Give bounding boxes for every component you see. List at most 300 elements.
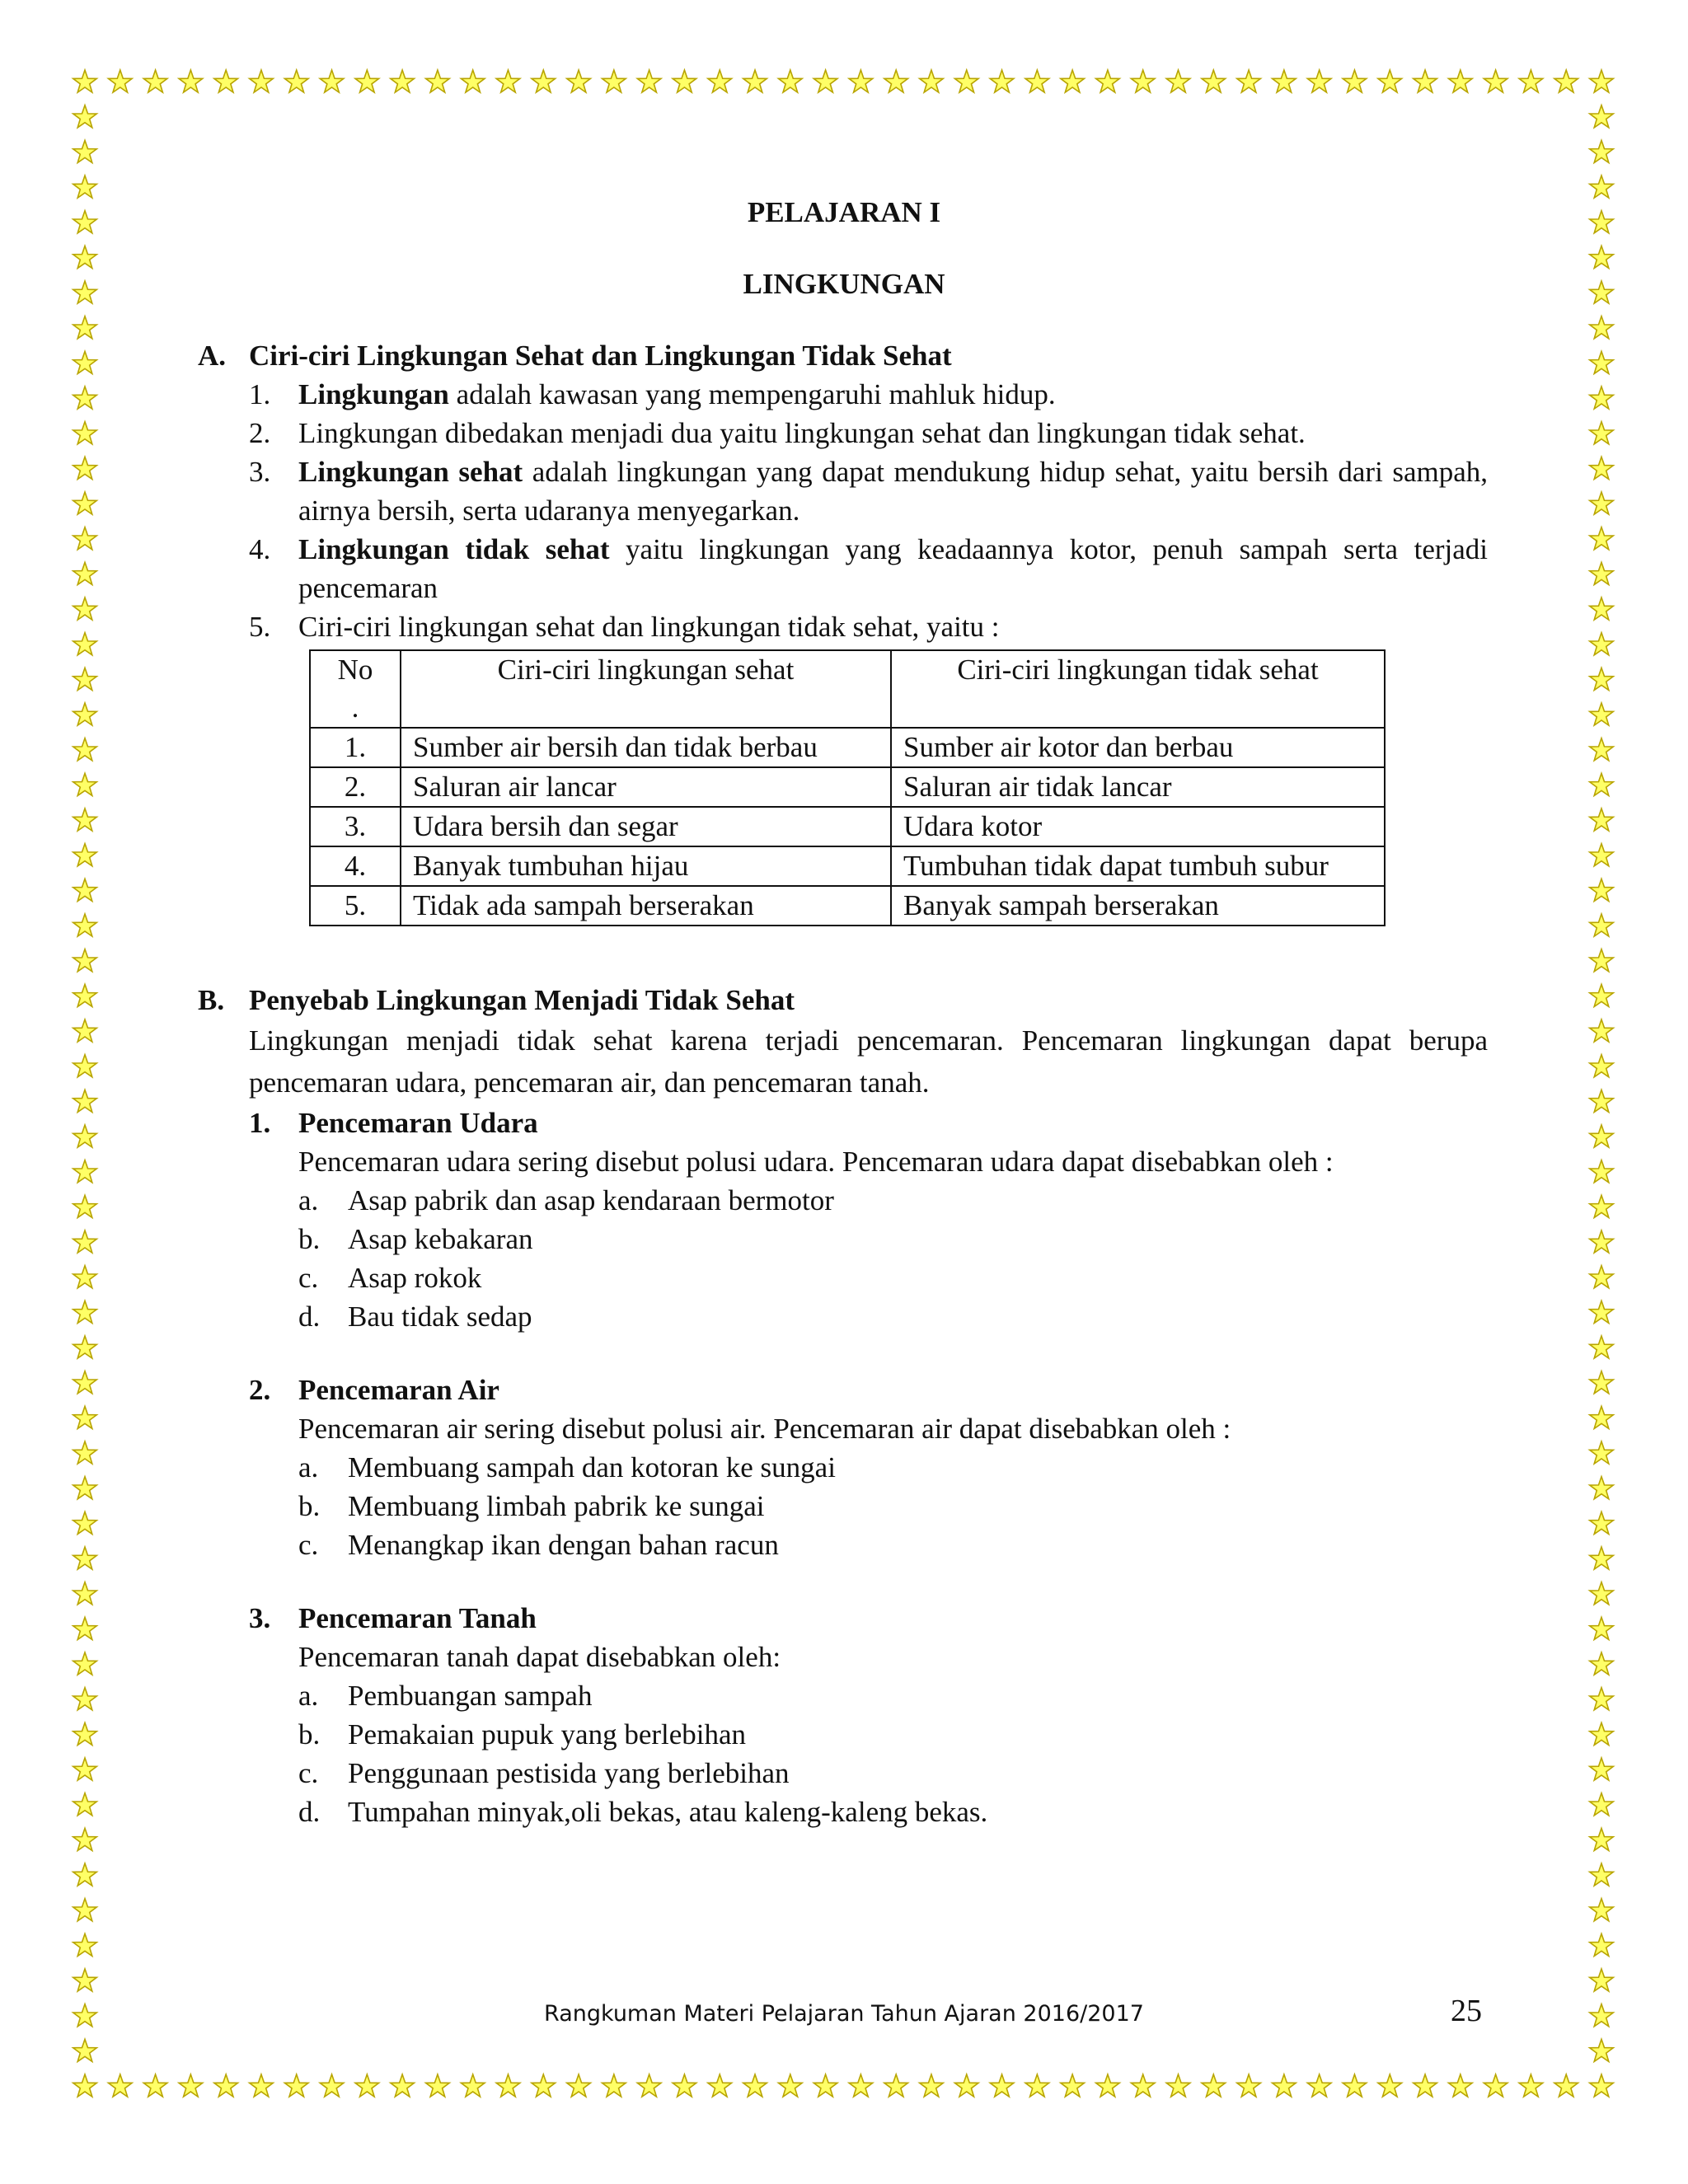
term-description: Ciri-ciri lingkungan sehat dan lingkungan tidak sehat, yaitu : xyxy=(298,611,1000,643)
star-icon xyxy=(673,2074,696,2097)
star-icon xyxy=(1166,70,1190,92)
list-item xyxy=(249,414,1488,452)
star-icon xyxy=(1554,70,1578,92)
list-item-text: Menangkap ikan dengan bahan racun xyxy=(348,1529,779,1561)
table-cell-healthy: Udara bersih dan segar xyxy=(401,807,891,846)
star-icon xyxy=(1590,457,1614,479)
star-icon xyxy=(1590,1019,1614,1042)
spacer xyxy=(198,1564,1488,1599)
list-item-letter: b. xyxy=(298,1718,321,1750)
list-item-letter: c. xyxy=(298,1529,319,1561)
table-cell-no: 5. xyxy=(310,886,401,926)
star-icon xyxy=(1414,70,1437,92)
star-icon xyxy=(1166,2074,1190,2097)
star-icon xyxy=(73,176,97,198)
star-icon xyxy=(1590,1582,1614,1605)
star-icon xyxy=(1590,668,1614,690)
table-header-no-part: No xyxy=(337,654,373,686)
star-icon xyxy=(1590,492,1614,514)
table-row xyxy=(310,807,1385,846)
table-row xyxy=(310,728,1385,767)
star-icon xyxy=(496,2074,520,2097)
star-icon xyxy=(496,70,520,92)
star-icon xyxy=(73,1125,97,1147)
star-icon xyxy=(849,2074,873,2097)
star-icon xyxy=(1061,70,1085,92)
term-bold: Lingkungan sehat xyxy=(298,456,523,488)
star-icon xyxy=(708,70,732,92)
star-icon xyxy=(108,2074,132,2097)
pollution-subsection xyxy=(198,1564,1488,1831)
star-icon xyxy=(73,316,97,339)
list-item-text xyxy=(298,375,1488,414)
list-item-letter: a. xyxy=(298,1451,319,1483)
star-icon xyxy=(1590,1477,1614,1499)
star-icon xyxy=(73,562,97,584)
star-icon xyxy=(73,457,97,479)
star-icon xyxy=(637,2074,661,2097)
star-icon xyxy=(73,1160,97,1183)
star-icon xyxy=(73,527,97,550)
subsection-intro: Pencemaran tanah dapat disebabkan oleh: xyxy=(298,1641,781,1673)
star-icon xyxy=(1519,70,1543,92)
table-cell-no: 1. xyxy=(310,728,401,767)
star-icon xyxy=(1590,527,1614,550)
table-row xyxy=(310,886,1385,926)
section-a-label: A. xyxy=(198,340,227,372)
list-item xyxy=(298,1526,1488,1564)
list-item-number: 4. xyxy=(249,533,271,565)
star-icon xyxy=(884,2074,908,2097)
star-icon xyxy=(73,668,97,690)
list-item-text xyxy=(298,452,1488,530)
star-icon xyxy=(1590,140,1614,162)
star-icon xyxy=(1590,1406,1614,1428)
star-icon xyxy=(1590,387,1614,409)
star-icon xyxy=(250,2074,274,2097)
star-icon xyxy=(1590,246,1614,268)
star-icon xyxy=(1590,808,1614,831)
star-icon xyxy=(1307,70,1331,92)
star-icon xyxy=(73,1617,97,1639)
star-icon xyxy=(1343,2074,1367,2097)
list-item xyxy=(249,452,1488,530)
star-icon xyxy=(320,70,344,92)
star-icon xyxy=(1025,70,1049,92)
star-icon xyxy=(1449,70,1473,92)
star-icon xyxy=(532,2074,556,2097)
star-icon xyxy=(1590,422,1614,444)
list-item-number: 3. xyxy=(249,456,271,488)
star-icon xyxy=(1590,773,1614,795)
star-icon xyxy=(73,1969,97,1991)
list-item xyxy=(298,1448,1488,1487)
star-icon xyxy=(1202,2074,1226,2097)
star-icon xyxy=(73,984,97,1006)
star-icon xyxy=(108,70,132,92)
list-item xyxy=(298,1181,1488,1220)
star-icon xyxy=(73,1195,97,1217)
star-icon xyxy=(637,70,661,92)
footer-text: Rangkuman Materi Pelajaran Tahun Ajaran 2016/2017 xyxy=(544,2001,1144,2027)
star-icon xyxy=(532,70,556,92)
term-bold: Lingkungan xyxy=(298,378,449,410)
star-icon xyxy=(1519,2074,1543,2097)
star-icon xyxy=(1590,1266,1614,1288)
list-item-text: Asap pabrik dan asap kendaraan bermotor xyxy=(348,1184,834,1216)
star-icon xyxy=(1590,351,1614,373)
star-icon xyxy=(73,1899,97,1921)
table-cell-healthy: Saluran air lancar xyxy=(401,767,891,807)
list-item xyxy=(249,530,1488,607)
star-icon xyxy=(73,246,97,268)
list-item xyxy=(249,375,1488,414)
star-icon xyxy=(743,2074,767,2097)
list-item xyxy=(298,1754,1488,1793)
lesson-subtitle: LINGKUNGAN xyxy=(743,268,945,300)
star-icon xyxy=(1590,1758,1614,1780)
star-icon xyxy=(567,2074,591,2097)
star-icon xyxy=(73,140,97,162)
star-icon xyxy=(73,1019,97,1042)
subsection-heading xyxy=(249,1371,1488,1409)
table-header-row xyxy=(310,650,1385,728)
star-icon xyxy=(1414,2074,1437,2097)
star-icon xyxy=(1590,1336,1614,1358)
star-icon xyxy=(1590,738,1614,761)
spacer xyxy=(198,1336,1488,1371)
star-icon xyxy=(73,2039,97,2061)
star-icon xyxy=(1590,1863,1614,1886)
star-icon xyxy=(73,1688,97,1710)
star-icon xyxy=(73,1722,97,1745)
subsection-number: 1. xyxy=(249,1107,271,1139)
star-icon xyxy=(73,1758,97,1780)
star-icon xyxy=(1590,879,1614,901)
list-item-letter: b. xyxy=(298,1490,321,1522)
star-icon xyxy=(884,70,908,92)
star-icon xyxy=(1202,70,1226,92)
section-b-label: B. xyxy=(198,984,225,1016)
table-row xyxy=(310,767,1385,807)
star-icon xyxy=(603,70,626,92)
star-icon xyxy=(1590,1160,1614,1183)
list-item-text xyxy=(298,414,1488,452)
star-icon xyxy=(179,70,203,92)
list-item xyxy=(298,1220,1488,1258)
star-icon xyxy=(1484,2074,1507,2097)
list-item-letter: b. xyxy=(298,1223,321,1255)
list-item-letter: d. xyxy=(298,1796,321,1828)
subsection-number: 2. xyxy=(249,1374,271,1406)
table-cell-unhealthy: Saluran air tidak lancar xyxy=(891,767,1385,807)
subsection-title: Pencemaran Air xyxy=(298,1374,499,1406)
star-icon xyxy=(1096,70,1120,92)
star-icon xyxy=(1590,1441,1614,1464)
list-item-text: Pembuangan sampah xyxy=(348,1680,593,1712)
pollution-subsection xyxy=(198,1104,1488,1336)
star-icon xyxy=(1307,2074,1331,2097)
table-header-healthy: Ciri-ciri lingkungan sehat xyxy=(401,650,891,728)
star-icon xyxy=(284,70,308,92)
list-item-text: Asap rokok xyxy=(348,1262,482,1294)
list-item-number: 5. xyxy=(249,611,271,643)
star-icon xyxy=(73,1301,97,1323)
lesson-title: PELAJARAN I xyxy=(747,196,941,228)
star-icon xyxy=(1590,844,1614,866)
star-icon xyxy=(461,2074,485,2097)
star-icon xyxy=(954,2074,978,2097)
star-icon xyxy=(920,2074,944,2097)
table-cell-healthy: Sumber air bersih dan tidak berbau xyxy=(401,728,891,767)
star-icon xyxy=(814,2074,837,2097)
star-icon xyxy=(603,2074,626,2097)
table-header-no xyxy=(310,650,401,728)
star-icon xyxy=(73,738,97,761)
section-b-subsections xyxy=(198,1104,1488,1831)
star-icon xyxy=(73,492,97,514)
subsection-title: Pencemaran Tanah xyxy=(298,1602,537,1634)
criteria-table xyxy=(309,649,1386,926)
star-icon xyxy=(1237,2074,1261,2097)
section-b-heading xyxy=(198,981,1488,1019)
star-icon xyxy=(1554,2074,1578,2097)
star-icon xyxy=(1590,1371,1614,1394)
star-icon xyxy=(426,2074,450,2097)
star-icon xyxy=(461,70,485,92)
star-icon xyxy=(1590,176,1614,198)
star-icon xyxy=(1590,1055,1614,1077)
star-icon xyxy=(1590,914,1614,936)
star-icon xyxy=(73,1511,97,1534)
star-icon xyxy=(1590,1793,1614,1816)
star-icon xyxy=(73,70,97,92)
star-icon xyxy=(779,2074,803,2097)
list-item xyxy=(249,607,1488,646)
star-icon xyxy=(73,1230,97,1253)
table-cell-healthy: Tidak ada sampah berserakan xyxy=(401,886,891,926)
list-item xyxy=(298,1793,1488,1831)
star-icon xyxy=(708,2074,732,2097)
star-icon xyxy=(1590,1688,1614,1710)
section-a-title: Ciri-ciri Lingkungan Sehat dan Lingkungan Tidak Sehat xyxy=(249,340,952,372)
star-icon xyxy=(143,2074,167,2097)
list-item-letter: c. xyxy=(298,1757,319,1789)
star-icon xyxy=(73,105,97,128)
table-row xyxy=(310,846,1385,886)
star-icon xyxy=(73,773,97,795)
star-icon xyxy=(1590,1301,1614,1323)
star-icon xyxy=(73,703,97,725)
star-icon xyxy=(1590,949,1614,972)
subsection-heading xyxy=(249,1104,1488,1142)
term-description: adalah lingkungan yang dapat mendukung hidup sehat, yaitu bersih dari sampah, airnya bersih, serta udaranya menyegarkan. xyxy=(298,456,1489,527)
star-icon xyxy=(1590,1547,1614,1569)
star-icon xyxy=(391,2074,415,2097)
list-item-letter: c. xyxy=(298,1262,319,1294)
list-item xyxy=(298,1487,1488,1526)
star-icon xyxy=(1273,2074,1296,2097)
star-icon xyxy=(1484,70,1507,92)
star-icon xyxy=(284,2074,308,2097)
star-icon xyxy=(1590,598,1614,620)
star-icon xyxy=(567,70,591,92)
star-icon xyxy=(73,351,97,373)
star-icon xyxy=(1061,2074,1085,2097)
term-description: adalah kawasan yang mempengaruhi mahluk hidup. xyxy=(448,378,1056,410)
star-icon xyxy=(73,1441,97,1464)
star-icon xyxy=(1590,1969,1614,1991)
star-icon xyxy=(73,844,97,866)
star-icon xyxy=(1237,70,1261,92)
star-icon xyxy=(1590,703,1614,725)
star-icon xyxy=(214,70,238,92)
star-icon xyxy=(1131,2074,1155,2097)
star-icon xyxy=(1590,1195,1614,1217)
term-description: Lingkungan dibedakan menjadi dua yaitu lingkungan sehat dan lingkungan tidak sehat. xyxy=(298,417,1306,449)
star-icon xyxy=(673,70,696,92)
star-icon xyxy=(73,422,97,444)
star-icon xyxy=(1590,105,1614,128)
list-item-text: Tumpahan minyak,oli bekas, atau kaleng-kaleng bekas. xyxy=(348,1796,988,1828)
list-item xyxy=(298,1676,1488,1715)
star-icon xyxy=(73,949,97,972)
star-icon xyxy=(1590,70,1614,92)
star-icon xyxy=(73,1090,97,1112)
star-icon xyxy=(73,633,97,655)
list-item xyxy=(298,1258,1488,1297)
table-cell-healthy: Banyak tumbuhan hijau xyxy=(401,846,891,886)
star-icon xyxy=(73,808,97,831)
star-icon xyxy=(920,70,944,92)
list-item-text xyxy=(298,607,1488,646)
star-icon xyxy=(1590,316,1614,339)
section-a-list xyxy=(198,375,1488,646)
list-item-letter: d. xyxy=(298,1301,321,1333)
star-icon xyxy=(73,1371,97,1394)
star-icon xyxy=(1590,1125,1614,1147)
subsection-number: 3. xyxy=(249,1602,271,1634)
star-icon xyxy=(1590,1722,1614,1745)
star-icon xyxy=(1590,1230,1614,1253)
star-icon xyxy=(73,2074,97,2097)
table-cell-unhealthy: Sumber air kotor dan berbau xyxy=(891,728,1385,767)
star-icon xyxy=(73,1828,97,1850)
star-icon xyxy=(1590,1652,1614,1675)
star-icon xyxy=(73,387,97,409)
star-icon xyxy=(1590,984,1614,1006)
star-icon xyxy=(990,70,1014,92)
list-item-text: Bau tidak sedap xyxy=(348,1301,532,1333)
list-item-number: 1. xyxy=(249,378,271,410)
list-item xyxy=(298,1297,1488,1336)
star-icon xyxy=(1590,1899,1614,1921)
star-icon xyxy=(1590,2039,1614,2061)
star-icon xyxy=(1131,70,1155,92)
star-icon xyxy=(1590,1828,1614,1850)
star-icon xyxy=(954,70,978,92)
section-b-title: Penyebab Lingkungan Menjadi Tidak Sehat xyxy=(249,984,795,1016)
list-item xyxy=(298,1715,1488,1754)
star-icon xyxy=(355,2074,379,2097)
star-icon xyxy=(214,2074,238,2097)
star-icon xyxy=(73,1863,97,1886)
star-icon xyxy=(73,1266,97,1288)
table-cell-unhealthy: Tumbuhan tidak dapat tumbuh subur xyxy=(891,846,1385,886)
list-item-text: Penggunaan pestisida yang berlebihan xyxy=(348,1757,790,1789)
star-icon xyxy=(1590,633,1614,655)
star-icon xyxy=(1378,70,1402,92)
table-header-no-part: . xyxy=(351,691,359,724)
star-icon xyxy=(73,1933,97,1956)
star-icon xyxy=(250,70,274,92)
star-icon xyxy=(73,1793,97,1816)
star-icon xyxy=(73,1547,97,1569)
list-item-text xyxy=(298,530,1488,607)
table-cell-no: 3. xyxy=(310,807,401,846)
star-icon xyxy=(1590,1511,1614,1534)
star-icon xyxy=(1273,70,1296,92)
star-icon xyxy=(743,70,767,92)
star-icon xyxy=(1449,2074,1473,2097)
star-icon xyxy=(73,1582,97,1605)
section-a-heading xyxy=(198,336,1488,375)
list-item-text: Pemakaian pupuk yang berlebihan xyxy=(348,1718,747,1750)
star-icon xyxy=(73,1406,97,1428)
document-body xyxy=(198,336,1488,1831)
star-icon xyxy=(1590,1090,1614,1112)
star-icon xyxy=(73,879,97,901)
star-icon xyxy=(73,1477,97,1499)
star-icon xyxy=(849,70,873,92)
star-icon xyxy=(73,1336,97,1358)
star-icon xyxy=(1096,2074,1120,2097)
star-icon xyxy=(426,70,450,92)
subsection-intro: Pencemaran udara sering disebut polusi udara. Pencemaran udara dapat disebabkan oleh : xyxy=(298,1146,1334,1178)
star-icon xyxy=(1590,1933,1614,1956)
page-number: 25 xyxy=(1451,1994,1482,2028)
table-header-unhealthy: Ciri-ciri lingkungan tidak sehat xyxy=(891,650,1385,728)
term-bold: Lingkungan tidak sehat xyxy=(298,533,610,565)
table-cell-no: 4. xyxy=(310,846,401,886)
star-icon xyxy=(779,70,803,92)
star-icon xyxy=(143,70,167,92)
star-icon xyxy=(1378,2074,1402,2097)
star-icon xyxy=(1025,2074,1049,2097)
star-icon xyxy=(1590,2074,1614,2097)
subsection-intro: Pencemaran air sering disebut polusi air. Pencemaran air dapat disebabkan oleh : xyxy=(298,1413,1231,1445)
star-icon xyxy=(814,70,837,92)
list-item-text: Asap kebakaran xyxy=(348,1223,533,1255)
table-cell-unhealthy: Udara kotor xyxy=(891,807,1385,846)
subsection-heading xyxy=(249,1599,1488,1638)
section-b-intro: Lingkungan menjadi tidak sehat karena terjadi pencemaran. Pencemaran lingkungan dapat berupa pencemaran udara, pencemaran air, dan pencemaran tanah. xyxy=(249,1024,1488,1099)
star-icon xyxy=(355,70,379,92)
pollution-subsection xyxy=(198,1336,1488,1564)
term-description: yaitu lingkungan yang keadaannya kotor, penuh sampah serta terjadi pencemaran xyxy=(298,533,1488,604)
star-icon xyxy=(990,2074,1014,2097)
subsection-title: Pencemaran Udara xyxy=(298,1107,538,1139)
star-icon xyxy=(73,914,97,936)
star-icon xyxy=(1590,1617,1614,1639)
star-icon xyxy=(320,2074,344,2097)
star-icon xyxy=(179,2074,203,2097)
list-item-number: 2. xyxy=(249,417,271,449)
list-item-letter: a. xyxy=(298,1184,319,1216)
star-icon xyxy=(73,1055,97,1077)
table-cell-unhealthy: Banyak sampah berserakan xyxy=(891,886,1385,926)
star-icon xyxy=(73,598,97,620)
